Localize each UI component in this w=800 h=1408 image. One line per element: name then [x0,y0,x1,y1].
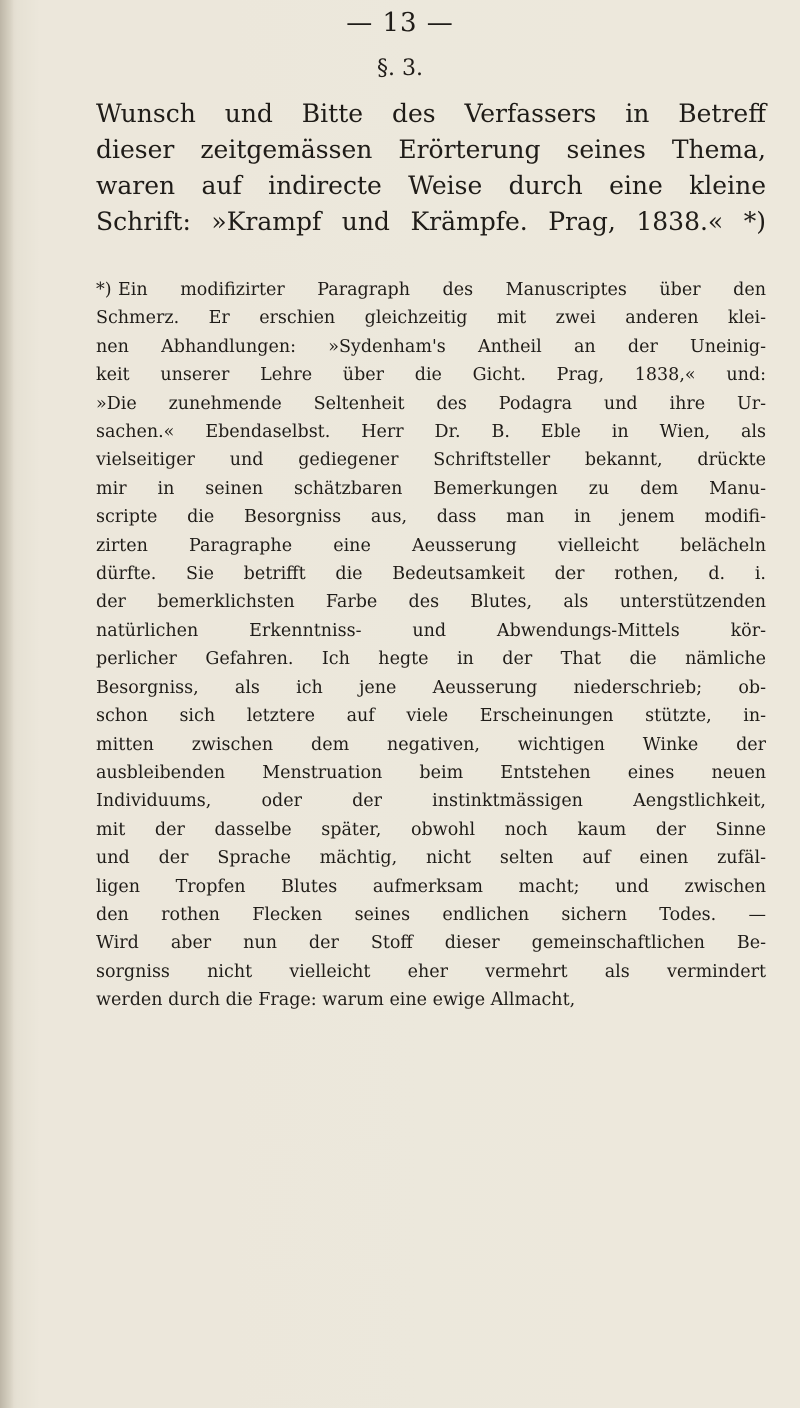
footnote-line: Besorgniss, als ich jene Aeusserung niederschrieb; ob- [96,677,766,698]
footnote-marker: *) [96,280,112,300]
main-paragraph [96,96,766,240]
footnote-line: schon sich letztere auf viele Erscheinungen stützte, in- [96,706,766,727]
footnote-line: keit unserer Lehre über die Gicht. Prag, 1838,« und: [96,365,766,386]
footnote-line: der bemerklichsten Farbe des Blutes, als unterstützenden [96,592,766,613]
footnote-line: sorgniss nicht vielleicht eher vermehrt als vermindert [96,961,766,982]
footnote-line: und der Sprache mächtig, nicht selten auf einen zufäl- [96,848,766,869]
footnote-line: scripte die Besorgniss aus, dass man in jenem modifi- [96,507,766,528]
footnote-line: den rothen Flecken seines endlichen sichern Todes. — [96,904,766,925]
footnote-line: sachen.« Ebendaselbst. Herr Dr. B. Eble in Wien, als [96,422,766,443]
footnote-line-text: Ein modifizirter Paragraph des Manuscriptes über den [118,280,766,300]
body-line: waren auf indirecte Weise durch eine kleine [96,171,766,200]
footnote-line: »Die zunehmende Seltenheit des Podagra und ihre Ur- [96,393,766,414]
page-binding-edge [0,0,14,1408]
page-number: — 13 — [346,8,454,38]
footnote-line: perlicher Gefahren. Ich hegte in der That die nämliche [96,649,766,670]
footnote-line: Schmerz. Er erschien gleichzeitig mit zwei anderen klei- [96,308,766,329]
footnote-line: natürlichen Erkenntniss- und Abwendungs-Mittels kör- [96,620,766,641]
footnote-line: nen Abhandlungen: »Sydenham's Antheil an der Uneinig- [96,336,766,357]
footnote-line: ausbleibenden Menstruation beim Entstehen eines neuen [96,762,766,783]
footnote-line: mir in seinen schätzbaren Bemerkungen zu dem Manu- [96,478,766,499]
footnote-line: Individuums, oder der instinktmässigen Aengstlichkeit, [96,791,766,812]
footnote-line: mit der dasselbe später, obwohl noch kaum der Sinne [96,819,766,840]
footnote-line: Wird aber nun der Stoff dieser gemeinschaftlichen Be- [96,933,766,954]
body-line: dieser zeitgemässen Erörterung seines Thema, [96,135,766,164]
footnote-line: dürfte. Sie betrifft die Bedeutsamkeit der rothen, d. i. [96,564,766,585]
body-line: Wunsch und Bitte des Verfassers in Betreff [96,99,766,128]
footnote-line: werden durch die Frage: warum eine ewige Allmacht, [96,990,576,1011]
footnote [96,276,766,1015]
footnote-line: vielseitiger und gediegener Schriftsteller bekannt, drückte [96,450,766,471]
body-line: Schrift: »Krampf und Krämpfe. Prag, 1838.« *) [96,207,766,236]
footnote-line [96,276,766,304]
footnote-line: zirten Paragraphe eine Aeusserung vielleicht belächeln [96,535,766,556]
footnote-line: mitten zwischen dem negativen, wichtigen Winke der [96,734,766,755]
footnote-line: ligen Tropfen Blutes aufmerksam macht; und zwischen [96,876,766,897]
section-heading: §. 3. [377,56,423,81]
